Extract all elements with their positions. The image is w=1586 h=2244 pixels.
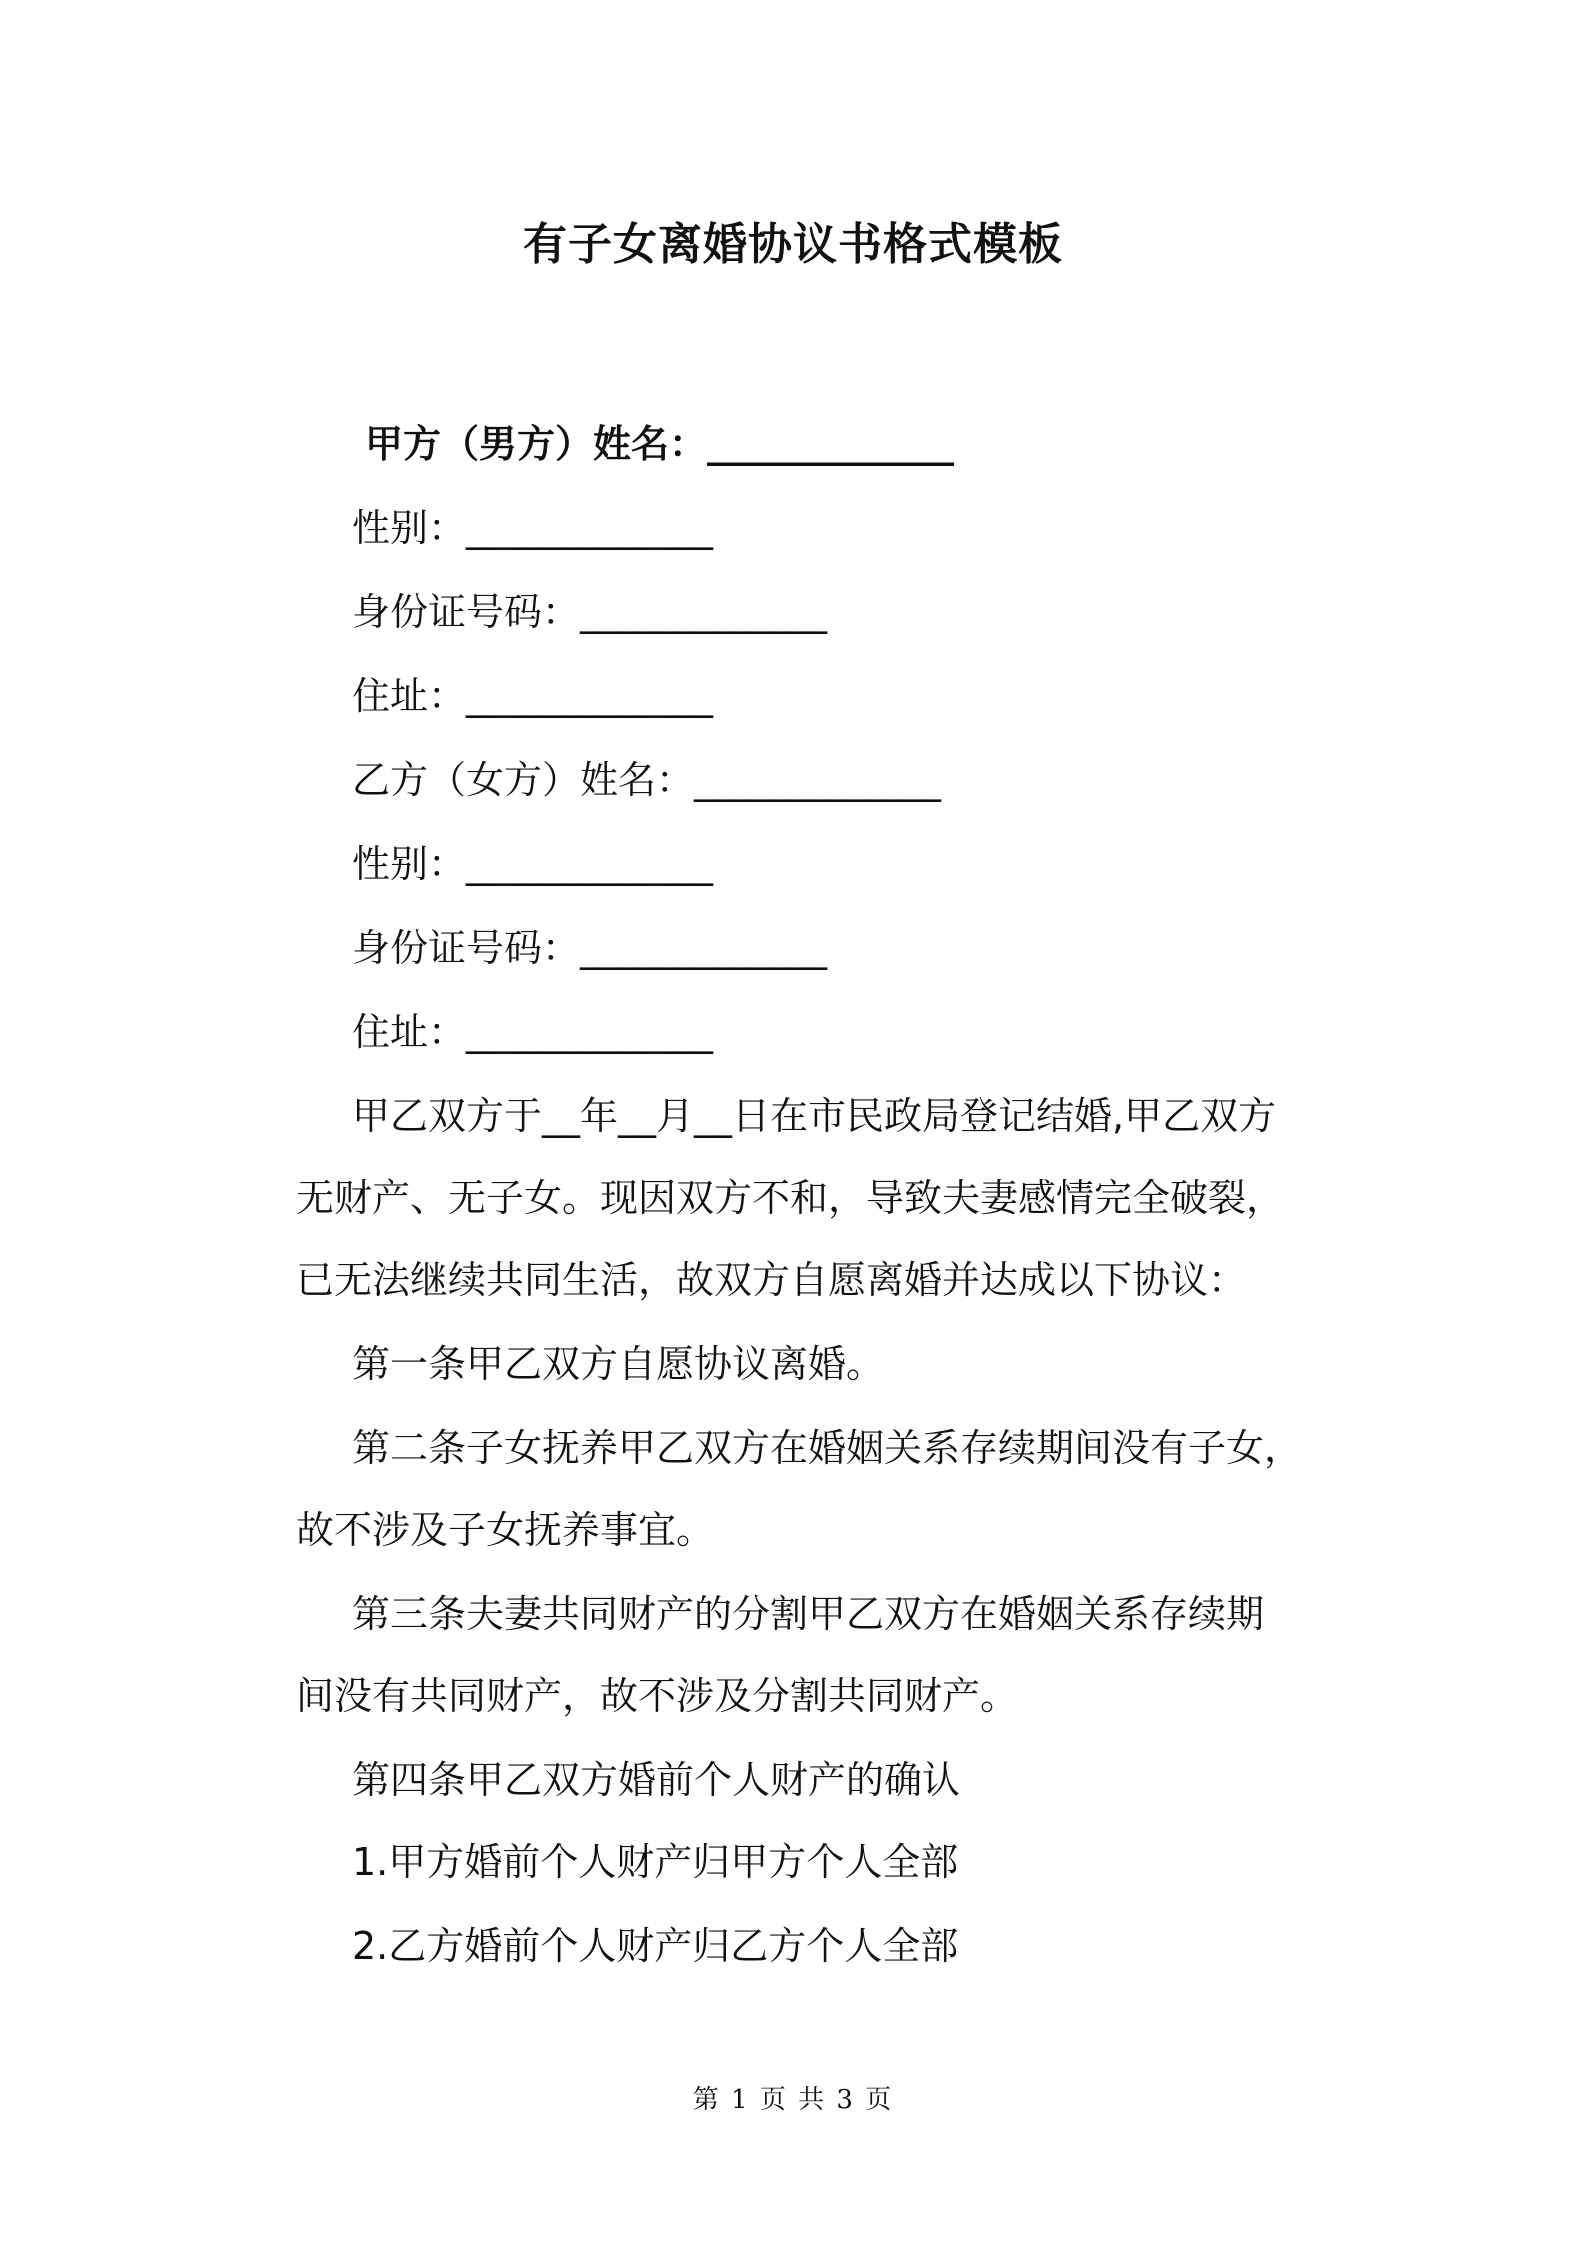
party-a-gender-field: 性别：_____________ (352, 506, 714, 550)
page-footer: 第 1 页 共 3 页 (692, 2085, 894, 2115)
document-title: 有子女离婚协议书格式模板 (523, 219, 1063, 270)
party-a-name-field: 甲方（男方）姓名：_____________ (365, 422, 955, 466)
intro-line-2: 无财产、无子女。现因双方不和，导致夫妻感情完全破裂， (296, 1176, 1285, 1220)
party-b-id-field: 身份证号码：_____________ (352, 926, 828, 970)
article-3-line-2: 间没有共同财产，故不涉及分割共同财产。 (296, 1674, 1019, 1718)
party-a-address-field: 住址：_____________ (352, 674, 714, 718)
article-4-item-1: 1.甲方婚前个人财产归甲方个人全部 (352, 1840, 959, 1884)
party-b-gender-field: 性别：_____________ (352, 842, 714, 886)
article-4-heading: 第四条甲乙双方婚前个人财产的确认 (352, 1758, 961, 1802)
article-1: 第一条甲乙双方自愿协议离婚。 (352, 1342, 885, 1386)
intro-line-3: 已无法继续共同生活，故双方自愿离婚并达成以下协议： (296, 1258, 1247, 1302)
article-3-line-1: 第三条夫妻共同财产的分割甲乙双方在婚姻关系存续期 (352, 1592, 1265, 1636)
party-b-name-field: 乙方（女方）姓名：_____________ (352, 758, 942, 802)
intro-line-1: 甲乙双方于__年__月__日在市民政局登记结婚,甲乙双方 (352, 1094, 1277, 1138)
article-2-line-1: 第二条子女抚养甲乙双方在婚姻关系存续期间没有子女， (352, 1426, 1303, 1470)
article-4-item-2: 2.乙方婚前个人财产归乙方个人全部 (352, 1924, 959, 1968)
article-2-line-2: 故不涉及子女抚养事宜。 (296, 1508, 715, 1552)
party-b-address-field: 住址：_____________ (352, 1010, 714, 1054)
party-a-id-field: 身份证号码：_____________ (352, 590, 828, 634)
